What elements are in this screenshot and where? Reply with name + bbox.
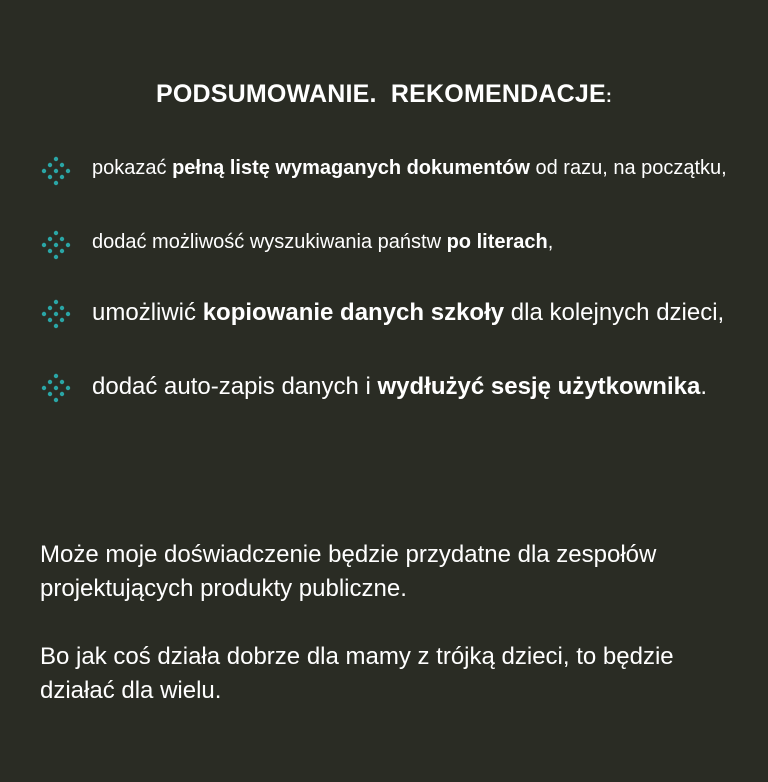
recommendation-highlight: wydłużyć sesję użytkownika: [377, 373, 701, 400]
recommendation-text: umożliwić kopiowanie danych szkoły dla kolejnych dzieci,: [92, 299, 725, 326]
page-title: [0, 80, 768, 109]
recommendations-list: [40, 152, 730, 404]
diamond-dots-icon: [40, 155, 72, 187]
recommendation-text: dodać auto-zapis danych i wydłużyć sesję użytkownika.: [92, 373, 707, 400]
recommendation-item: [40, 226, 730, 258]
diamond-dots-icon: [40, 298, 72, 330]
recommendation-item: [40, 152, 730, 184]
recommendation-highlight: kopiowanie danych szkoły: [202, 299, 505, 326]
recommendation-highlight: po literach: [446, 231, 548, 253]
recommendation-item: [40, 296, 730, 330]
recommendation-highlight: pełną listę wymaganych dokumentów: [172, 157, 530, 179]
closing-paragraph: Może moje doświadczenie będzie przydatne dla zespołów projektujących produkty publiczne.: [40, 541, 657, 602]
recommendation-text: pokazać pełną listę wymaganych dokumentów od razu, na początku,: [92, 157, 727, 179]
recommendation-text: dodać możliwość wyszukiwania państw po literach,: [92, 231, 554, 253]
diamond-dots-icon: [40, 229, 72, 261]
page-title-text: PODSUMOWANIE. REKOMENDACJE: [155, 80, 606, 108]
closing-paragraph: Bo jak coś działa dobrze dla mamy z trójką dzieci, to będzie działać dla wielu.: [40, 643, 674, 704]
recommendation-item: [40, 370, 730, 404]
page-title-colon: :: [605, 86, 613, 106]
diamond-dots-icon: [40, 372, 72, 404]
